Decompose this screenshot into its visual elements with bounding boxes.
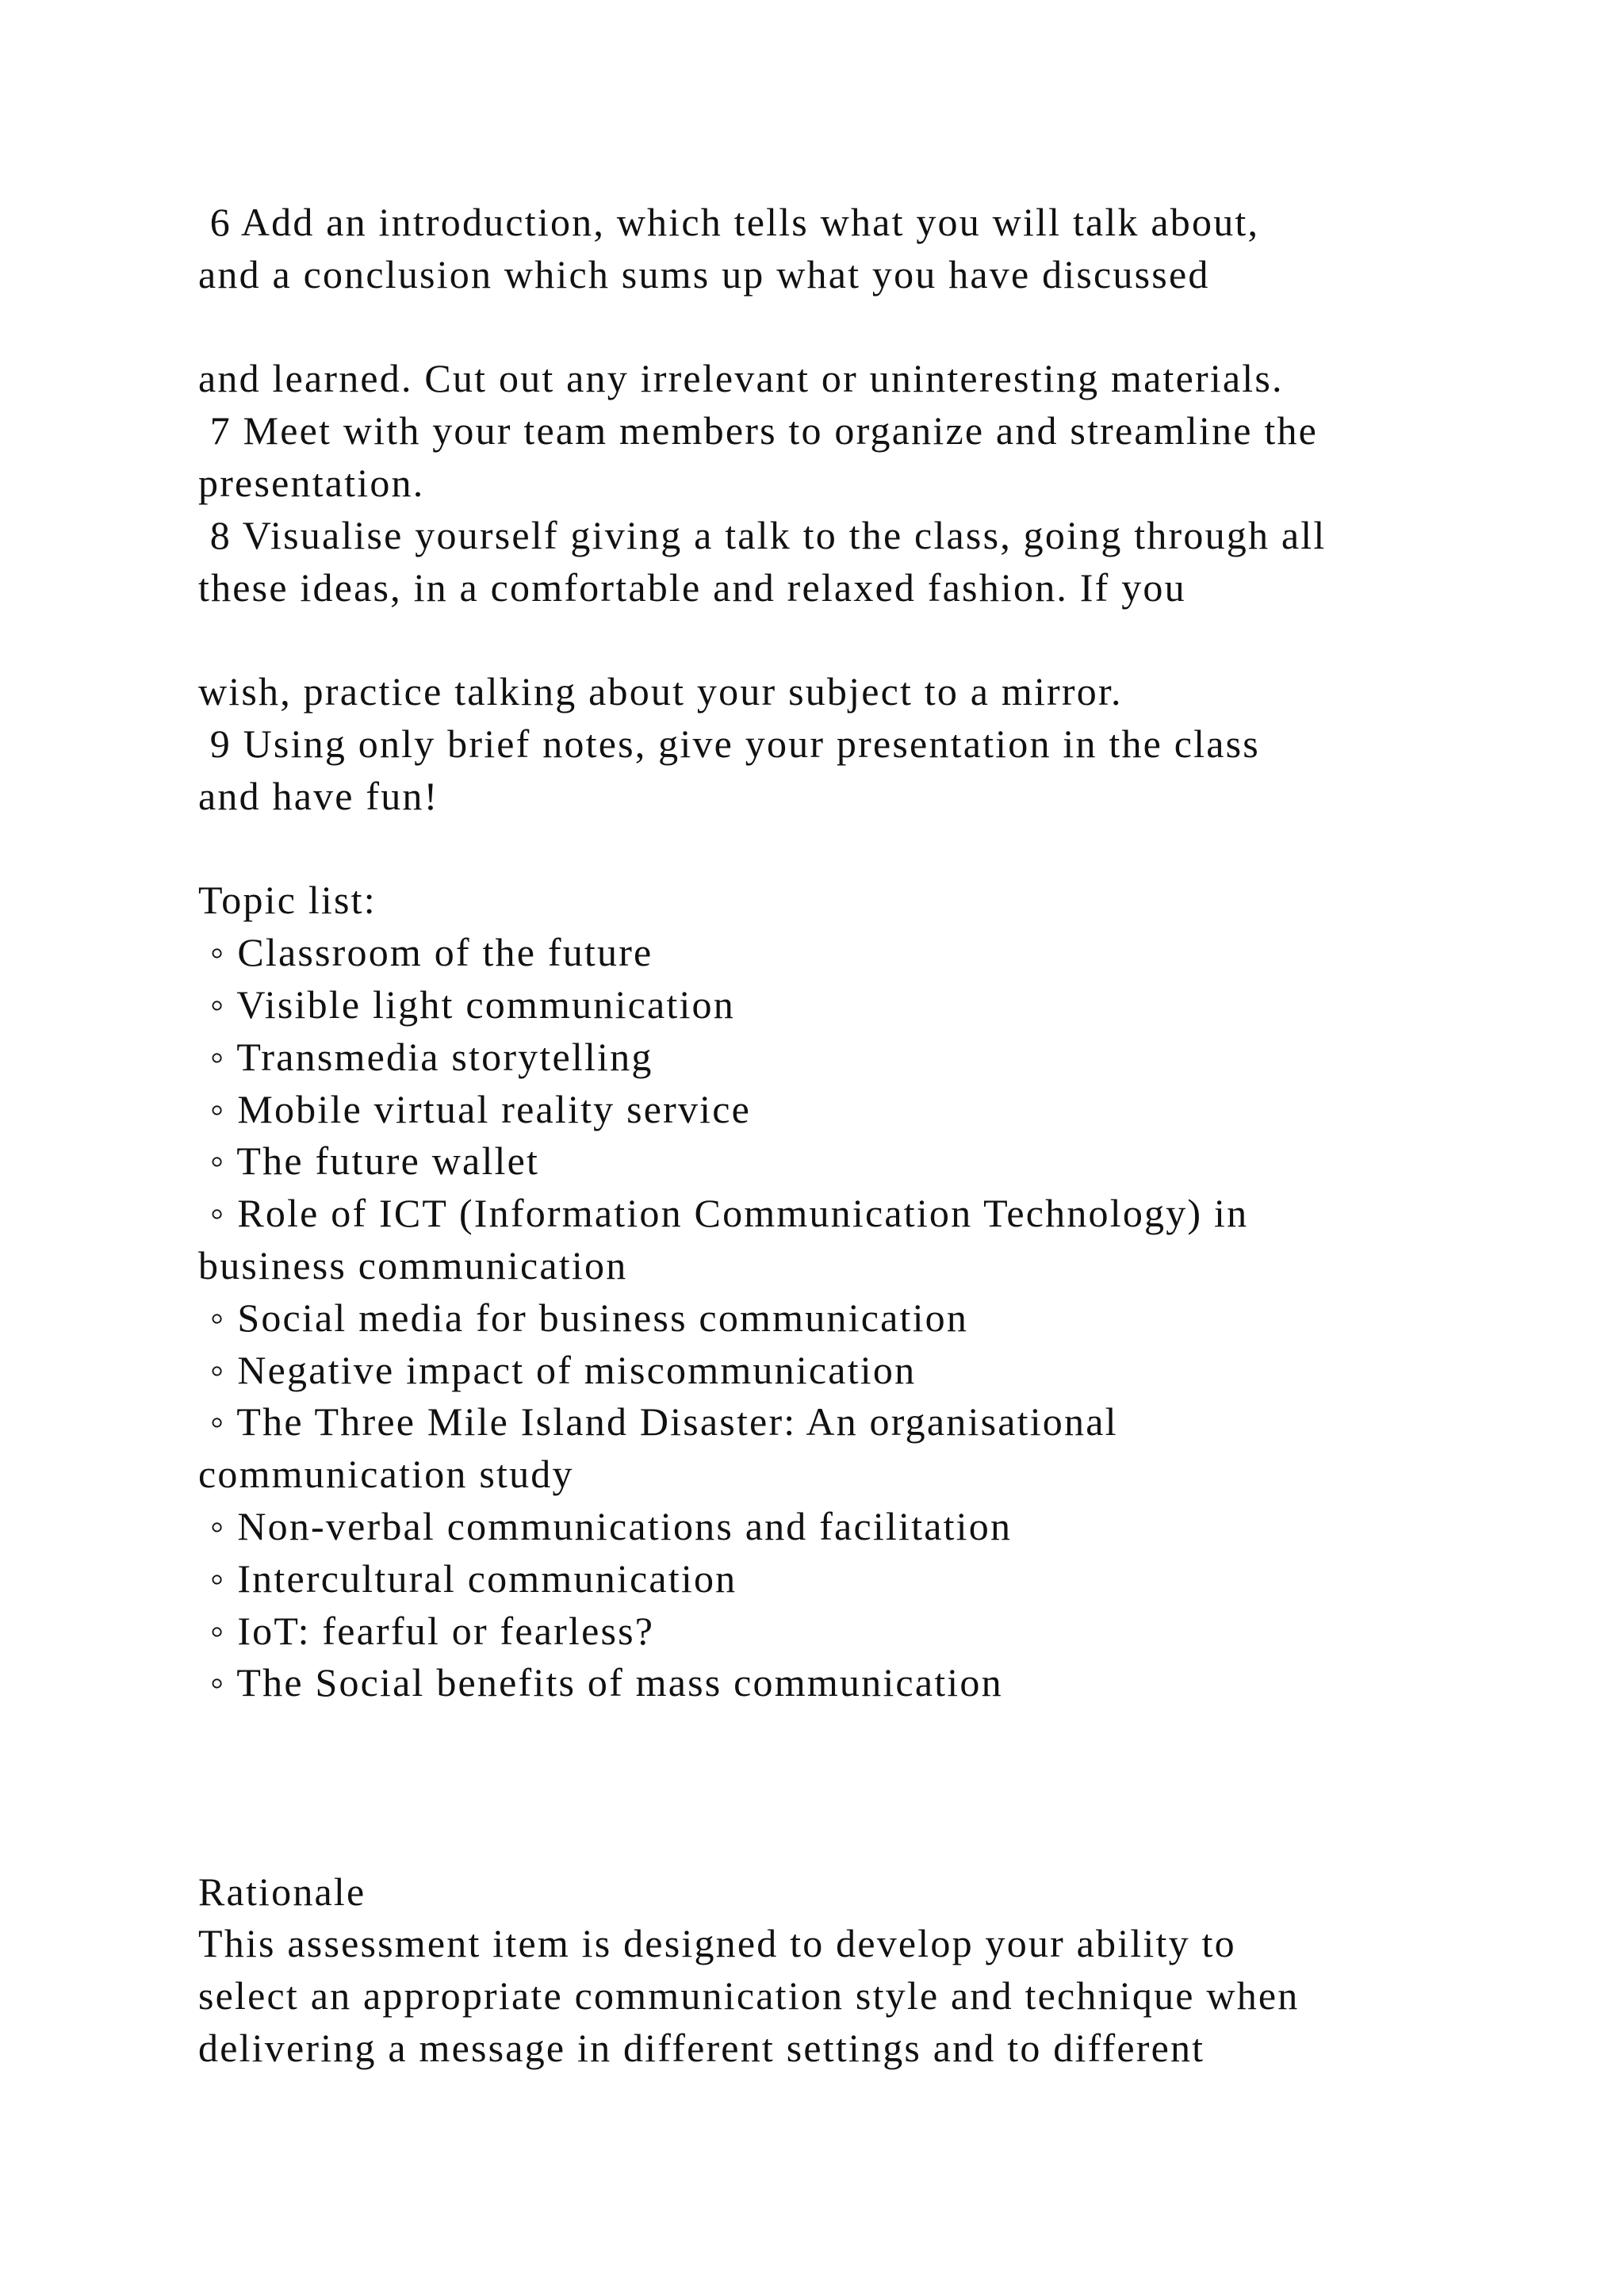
topic-list-item: ◦ IoT: fearful or fearless? <box>198 1608 655 1653</box>
blank-line <box>198 823 1578 875</box>
instruction-line: presentation. <box>198 460 425 505</box>
topic-list-item: ◦ Social media for business communication <box>198 1295 969 1340</box>
topic-list-item: ◦ Visible light communication <box>198 982 735 1027</box>
topic-list-item: ◦ Mobile virtual reality service <box>198 1086 752 1131</box>
topic-list-item-continuation: communication study <box>198 1452 574 1497</box>
instruction-line: 6 Add an introduction, which tells what you will talk about, <box>198 200 1260 244</box>
blank-line <box>198 301 1578 354</box>
instruction-line: wish, practice talking about your subject to a mirror. <box>198 669 1123 714</box>
topic-list-item: ◦ Transmedia storytelling <box>198 1034 653 1079</box>
topic-list-item: ◦ The Social benefits of mass communication <box>198 1660 1003 1705</box>
instructions-section <box>198 197 1578 823</box>
instruction-line: and a conclusion which sums up what you have discussed <box>198 251 1210 297</box>
instruction-line: and learned. Cut out any irrelevant or uninteresting materials. <box>198 356 1284 401</box>
topic-list-item-continuation: business communication <box>198 1242 628 1288</box>
topic-list-item: ◦ Negative impact of miscommunication <box>198 1347 917 1392</box>
topic-list-item: ◦ The future wallet <box>198 1138 540 1184</box>
topic-list-item: ◦ The Three Mile Island Disaster: An organisational <box>198 1399 1118 1445</box>
topic-list-item: ◦ Intercultural communication <box>198 1556 737 1601</box>
blank-line <box>198 614 1578 666</box>
rationale-line: select an appropriate communication style and technique when <box>198 1973 1300 2019</box>
instruction-line: 9 Using only brief notes, give your presentation in the class <box>198 721 1260 766</box>
section-gap <box>198 1709 1578 1866</box>
topic-list-section <box>198 874 1578 1709</box>
topic-list-item: ◦ Role of ICT (Information Communication Technology) in <box>198 1191 1249 1236</box>
topic-list-heading: Topic list: <box>198 878 377 923</box>
instruction-line: these ideas, in a comfortable and relaxed fashion. If you <box>198 564 1186 610</box>
document-text <box>198 197 1578 2075</box>
instruction-line: and have fun! <box>198 773 439 818</box>
rationale-line: delivering a message in different settings and to different <box>198 2025 1205 2070</box>
rationale-line: This assessment item is designed to develop your ability to <box>198 1921 1236 1966</box>
rationale-heading: Rationale <box>198 1869 366 1914</box>
topic-list-item: ◦ Classroom of the future <box>198 930 653 975</box>
instruction-line: 8 Visualise yourself giving a talk to the class, going through all <box>198 512 1327 557</box>
rationale-section <box>198 1866 1578 2075</box>
instruction-line: 7 Meet with your team members to organize and streamline the <box>198 408 1319 453</box>
topic-list-item: ◦ Non-verbal communications and facilitation <box>198 1503 1013 1548</box>
